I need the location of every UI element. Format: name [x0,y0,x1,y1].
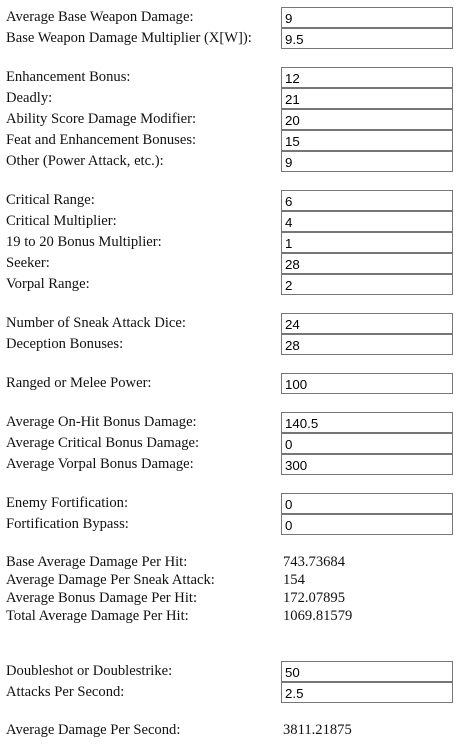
dps-value: 3811.21875 [283,722,352,738]
bonus-19-20-input[interactable] [281,232,453,253]
doubleshot-input[interactable] [281,661,453,682]
per-sneak-value: 154 [283,572,305,588]
base-per-hit-value: 743.73684 [283,554,346,570]
deadly-label: Deadly: [6,90,53,106]
deception-bonuses-input[interactable] [281,334,453,355]
on-hit-bonus-label: Average On-Hit Bonus Damage: [6,414,197,430]
critical-range-label: Critical Range: [6,192,95,208]
enhancement-bonus-label: Enhancement Bonus: [6,69,131,85]
weapon-multiplier-label: Base Weapon Damage Multiplier (X[W]): [6,30,252,46]
critical-bonus-label: Average Critical Bonus Damage: [6,435,200,451]
seeker-input[interactable] [281,253,453,274]
fortification-bypass-label: Fortification Bypass: [6,516,129,532]
vorpal-range-input[interactable] [281,274,453,295]
critical-multiplier-input[interactable] [281,211,453,232]
sneak-dice-input[interactable] [281,313,453,334]
attacks-per-second-input[interactable] [281,682,453,703]
sneak-dice-label: Number of Sneak Attack Dice: [6,315,186,331]
avg-base-weapon-damage-input[interactable] [281,7,453,28]
enhancement-bonus-input[interactable] [281,67,453,88]
total-per-hit-value: 1069.81579 [283,608,353,624]
attacks-per-second-label: Attacks Per Second: [6,684,125,700]
power-input[interactable] [281,373,453,394]
other-bonus-label: Other (Power Attack, etc.): [6,153,164,169]
power-label: Ranged or Melee Power: [6,375,152,391]
critical-range-input[interactable] [281,190,453,211]
doubleshot-label: Doubleshot or Doublestrike: [6,663,173,679]
vorpal-bonus-input[interactable] [281,454,453,475]
avg-base-weapon-damage-label: Average Base Weapon Damage: [6,9,194,25]
total-per-hit-label: Total Average Damage Per Hit: [6,608,189,624]
weapon-multiplier-input[interactable] [281,28,453,49]
bonus-19-20-label: 19 to 20 Bonus Multiplier: [6,234,162,250]
on-hit-bonus-input[interactable] [281,412,453,433]
vorpal-range-label: Vorpal Range: [6,276,90,292]
feat-bonuses-input[interactable] [281,130,453,151]
base-per-hit-label: Base Average Damage Per Hit: [6,554,188,570]
critical-bonus-input[interactable] [281,433,453,454]
critical-multiplier-label: Critical Multiplier: [6,213,117,229]
ability-modifier-input[interactable] [281,109,453,130]
bonus-per-hit-label: Average Bonus Damage Per Hit: [6,590,198,606]
vorpal-bonus-label: Average Vorpal Bonus Damage: [6,456,194,472]
ability-modifier-label: Ability Score Damage Modifier: [6,111,197,127]
seeker-label: Seeker: [6,255,50,271]
deadly-input[interactable] [281,88,453,109]
fortification-bypass-input[interactable] [281,514,453,535]
deception-bonuses-label: Deception Bonuses: [6,336,124,352]
bonus-per-hit-value: 172.07895 [283,590,346,606]
other-bonus-input[interactable] [281,151,453,172]
feat-bonuses-label: Feat and Enhancement Bonuses: [6,132,197,148]
enemy-fortification-label: Enemy Fortification: [6,495,128,511]
dps-label: Average Damage Per Second: [6,722,181,738]
per-sneak-label: Average Damage Per Sneak Attack: [6,572,215,588]
enemy-fortification-input[interactable] [281,493,453,514]
